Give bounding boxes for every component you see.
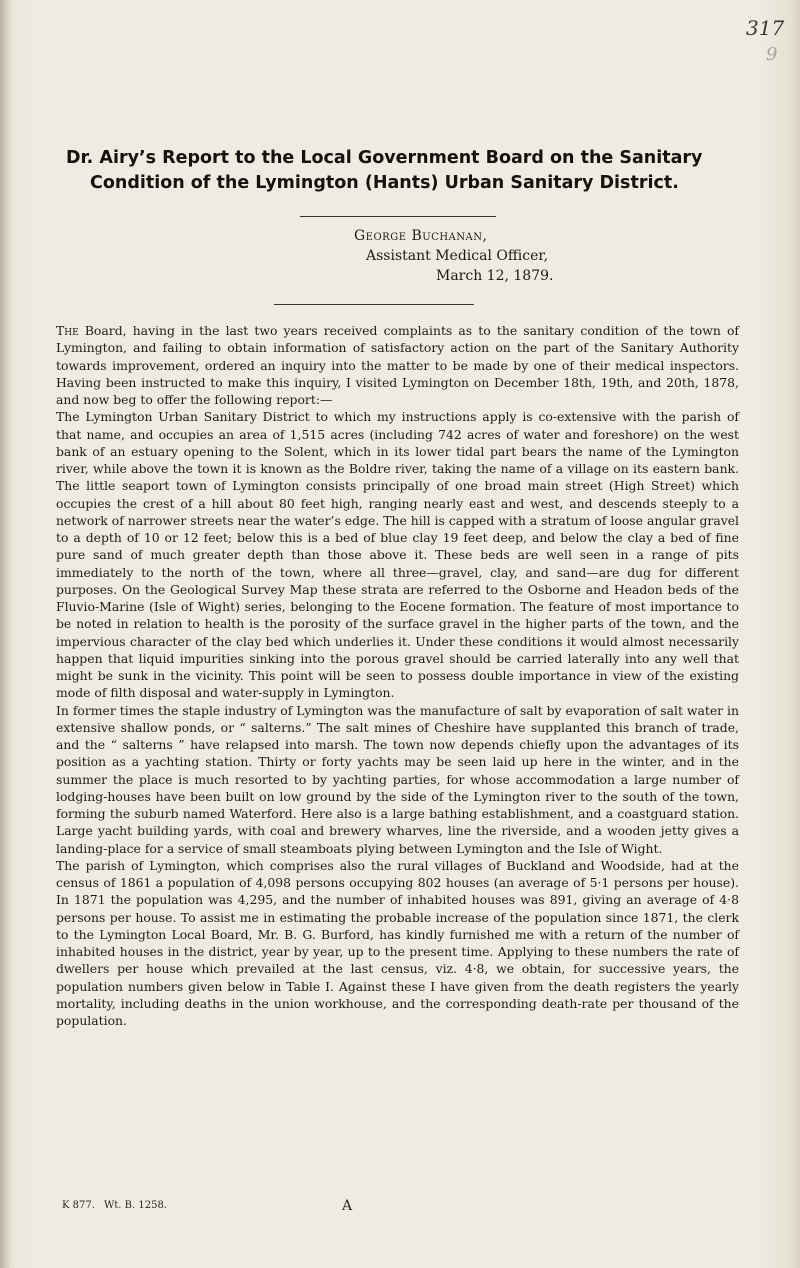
paragraph-3: In former times the staple industry of Lymington was the manufacture of salt by evaporation of salt water in extensive shallow ponds, or “ salterns.” The salt mines of Cheshire have supplanted this branch of trade, and the “ salterns ” have relapsed into marsh. The town now depends chiefly upon the advantages of its position as a yachting station. Thirty or forty yachts may be seen laid up here in the winter, and in the summer the place is much resorted to by yachting parties, for whose accommodation a large number of lodging-houses have been built on low ground by the side of the Lymington river to the south of the town, forming the suburb named Waterford. Here also is a large bathing establishment, and a coastguard station. Large yacht building yards, with coal and brewery wharves, line the riverside, and a wooden jetty gives a landing-place for a service of small steamboats plying between Lymington and the Isle of Wight. — [56, 702, 739, 856]
paragraph-1 — [56, 322, 739, 408]
divider-rule-bottom — [274, 304, 474, 305]
signature-block — [354, 226, 714, 286]
paragraph-2: The Lymington Urban Sanitary District to which my instructions apply is co-extensive with the parish of that name, and occupies an area of 1,515 acres (including 742 acres of water and foreshore) on the west bank of an estuary opening to the Solent, which in its lower tidal part bears the name of the Lymington river, while above the town it is known as the Boldre river, taking the name of a village on its eastern bank. The little seaport town of Lymington consists principally of one broad main street (High Street) which occupies the crest of a hill about 80 feet high, ranging nearly east and west, and descends steeply to a network of narrower streets near the water’s edge. The hill is capped with a stratum of loose angular gravel to a depth of 10 or 12 feet; below this is a bed of blue clay 19 feet deep, and below the clay a bed of fine pure sand of much greater depth than those above it. These beds are well seen in a range of pits immediately to the north of the town, where all three—gravel, clay, and sand—are dug for different purposes. On the Geological Survey Map these strata are referred to the Osborne and Headon beds of the Fluvio-Marine (Isle of Wight) series, belonging to the Eocene formation. The feature of most importance to be noted in relation to health is the porosity of the surface gravel in the higher parts of the town, and the impervious character of the clay bed which underlies it. Under these conditions it would almost necessarily happen that liquid impurities sinking into the porous gravel should be carried laterally into any well that might be sunk in the vicinity. This point will be seen to possess double importance in view of the existing mode of filth disposal and water-supply in Lymington. — [56, 409, 739, 701]
page-number: 317 — [746, 16, 785, 40]
print-weight: Wt. B. 1258. — [104, 1200, 167, 1211]
paragraph-1-lead: The — [56, 323, 79, 338]
paragraph-4: The parish of Lymington, which comprises also the rural villages of Buckland and Woodside, had at the census of 1861 a population of 4,098 persons occupying 802 houses (an average of 5·1 persons per house). In 1871 the population was 4,295, and the number of inhabited houses was 891, giving an average of 4·8 persons per house. To assist me in estimating the probable increase of the population since 1871, the clerk to the Lymington Local Board, Mr. B. G. Burford, has kindly furnished me with a return of the number of inhabited houses in the district, year by year, up to the present time. Applying to these numbers the rate of dwellers per house which prevailed at the last census, viz. 4·8, we obtain, for successive years, the population numbers given below in Table I. Against these I have given from the death registers the yearly mortality, including deaths in the union workhouse, and the corresponding death-rate per thousand of the population. — [56, 857, 739, 1028]
signatory-name: George Buchanan, — [354, 228, 488, 244]
title-line-1: Dr. Airy’s Report to the Local Government Board on the Sanitary — [66, 148, 703, 168]
signatory-role: Assistant Medical Officer, — [366, 248, 549, 264]
page-binding-edge — [0, 0, 10, 1268]
report-title — [66, 146, 726, 196]
paragraph-1-text: Board, having in the last two years received complaints as to the sanitary condition of the town of Lymington, and failing to obtain information of satisfactory action on the part of the Sanitary Authority towards improvement, ordered an inquiry into the matter to be made by one of their medical inspectors. Having been instructed to make this inquiry, I visited Lymington on December 18th, 19th, and 20th, 1878, and now beg to offer the following report:— — [56, 323, 739, 407]
signature-letter: A — [342, 1198, 353, 1214]
title-line-2: Condition of the Lymington (Hants) Urban Sanitary District. — [90, 173, 679, 193]
pencil-mark: 9 — [766, 44, 778, 65]
report-date: March 12, 1879. — [436, 268, 554, 284]
printer-code: K 877. — [62, 1200, 95, 1211]
divider-rule-top — [300, 216, 496, 217]
report-body — [56, 322, 739, 1029]
